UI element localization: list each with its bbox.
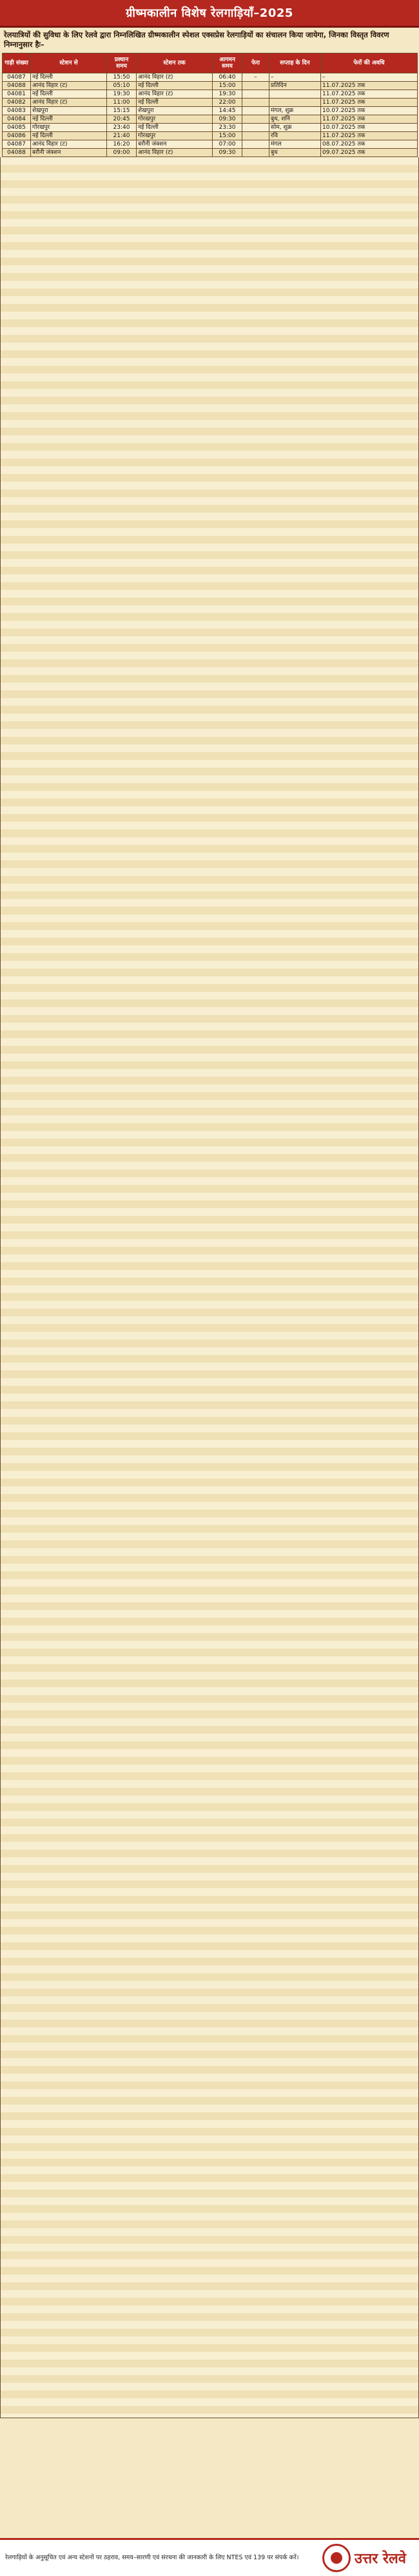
table-cell: बुध [269, 149, 321, 157]
table-cell [242, 140, 269, 149]
table-cell: आनंद विहार (ट) [137, 149, 213, 157]
table-cell: 09:30 [213, 115, 242, 124]
table-row [3, 140, 418, 149]
table-cell: गोरखपुर [31, 124, 107, 132]
table-cell: 09.07.2025 तक [321, 149, 418, 157]
table-cell: बुध, शनि [269, 115, 321, 124]
col-to: स्टेशन तक [137, 53, 213, 73]
table-cell: – [242, 73, 269, 82]
table-cell: नई दिल्ली [31, 90, 107, 99]
table-cell [242, 149, 269, 157]
table-cell: 04087 [3, 73, 31, 82]
table-cell: 15:00 [213, 132, 242, 140]
table-cell: 09:30 [213, 149, 242, 157]
table-cell: 21:40 [107, 132, 137, 140]
table-cell: 11.07.2025 तक [321, 82, 418, 90]
table-cell [242, 82, 269, 90]
table-cell: आनंद विहार (ट) [137, 90, 213, 99]
table-cell: प्रतिदिन [269, 82, 321, 90]
table-row [3, 82, 418, 90]
railway-logo-icon [322, 2544, 351, 2572]
table-cell [269, 90, 321, 99]
table-row [3, 73, 418, 82]
table-cell: आनंद विहार (ट) [137, 73, 213, 82]
col-arr: आगमन समय [213, 53, 242, 73]
table-body [3, 73, 418, 157]
table-cell: 16:20 [107, 140, 137, 149]
table-cell: 11.07.2025 तक [321, 132, 418, 140]
table-cell: 04084 [3, 115, 31, 124]
table-cell: रवि [269, 132, 321, 140]
table-cell: बरौनी जंक्शन [31, 149, 107, 157]
table-cell: गोरखपुर [137, 132, 213, 140]
table-cell: 05:10 [107, 82, 137, 90]
table-cell: 04081 [3, 90, 31, 99]
table-cell [269, 99, 321, 107]
table-cell: 23:40 [107, 124, 137, 132]
table-cell: 11.07.2025 तक [321, 90, 418, 99]
table-cell: 04083 [3, 107, 31, 115]
col-days: सप्ताह के दिन [269, 53, 321, 73]
table-cell: 11:00 [107, 99, 137, 107]
table-cell: आनंद विहार (ट) [31, 99, 107, 107]
table-cell: 22:00 [213, 99, 242, 107]
table-cell: – [321, 73, 418, 82]
table-cell: 04082 [3, 99, 31, 107]
page-title: ग्रीष्मकालीन विशेष रेलगाड़ियाँ–2025 [0, 0, 419, 28]
table-cell: – [269, 73, 321, 82]
table-cell [242, 132, 269, 140]
table-cell: 15:00 [213, 82, 242, 90]
table-cell: 04085 [3, 124, 31, 132]
table-cell: सोम, शुक्र [269, 124, 321, 132]
table-cell [242, 90, 269, 99]
table-row [3, 149, 418, 157]
table-row [3, 90, 418, 99]
footer [0, 2538, 419, 2576]
table-cell: 04088 [3, 149, 31, 157]
table-continuation [0, 157, 419, 2418]
col-from: स्टेशन से [31, 53, 107, 73]
table-cell: नई दिल्ली [137, 82, 213, 90]
table-cell: नई दिल्ली [31, 132, 107, 140]
table-cell: 23:30 [213, 124, 242, 132]
brand-name: उत्तर रेलवे [354, 2551, 407, 2567]
table-row [3, 124, 418, 132]
col-period: फेरों की अवधि [321, 53, 418, 73]
table-cell: 19:30 [213, 90, 242, 99]
table-cell: गोरखपुर [137, 115, 213, 124]
table-cell: 06:40 [213, 73, 242, 82]
table-cell: आनंद विहार (ट) [31, 82, 107, 90]
table-cell: 20:45 [107, 115, 137, 124]
table-cell [242, 107, 269, 115]
table-cell: नई दिल्ली [31, 115, 107, 124]
table-row [3, 107, 418, 115]
table-cell: 09:00 [107, 149, 137, 157]
brand [309, 2544, 419, 2572]
table-cell [242, 124, 269, 132]
table-cell: 04087 [3, 140, 31, 149]
table-cell: 10.07.2025 तक [321, 124, 418, 132]
table-cell: मंगल [269, 140, 321, 149]
table-row [3, 132, 418, 140]
table-row [3, 115, 418, 124]
table-cell: 15:15 [107, 107, 137, 115]
table-cell: बरौनी जंक्शन [137, 140, 213, 149]
table-cell: 11.07.2025 तक [321, 115, 418, 124]
table-cell: नई दिल्ली [137, 99, 213, 107]
col-dep: प्रस्थान समय [107, 53, 137, 73]
table-cell [242, 99, 269, 107]
table-cell: 04088 [3, 82, 31, 90]
footer-note: रेलगाड़ियों के अनुसूचित एवं अन्य स्टेशनों पर ठहराव, समय–सारणी एवं संरचना की जानकारी के लिए NTES एवं 139 पर संपर्क करें। [5, 2554, 299, 2561]
table-cell: शेखपुरा [31, 107, 107, 115]
table-cell: 07:00 [213, 140, 242, 149]
table-cell: 15:50 [107, 73, 137, 82]
table-cell: 19:30 [107, 90, 137, 99]
table-row [3, 99, 418, 107]
table-cell: 08.07.2025 तक [321, 140, 418, 149]
table-cell [242, 115, 269, 124]
intro-text: रेलयात्रियों की सुविधा के लिए रेलवे द्वारा निम्नलिखित ग्रीष्मकालीन स्पेशल एक्सप्रेस रेलगाड़ियों का संचालन किया जायेगा, जिनका विस्तृत विवरण निम्नानुसार हैः– [4, 30, 389, 49]
col-trips: फेरा [242, 53, 269, 73]
table-cell: 10.07.2025 तक [321, 107, 418, 115]
table-cell: शेखपुरा [137, 107, 213, 115]
table-cell: 14:45 [213, 107, 242, 115]
table-cell: 11.07.2025 तक [321, 99, 418, 107]
table-cell: नई दिल्ली [31, 73, 107, 82]
col-train-no: गाड़ी संख्या [3, 53, 31, 73]
train-schedule-table [2, 53, 418, 157]
table-cell: मंगल, शुक्र [269, 107, 321, 115]
table-cell: 04086 [3, 132, 31, 140]
table-cell: नई दिल्ली [137, 124, 213, 132]
table-cell: आनंद विहार (ट) [31, 140, 107, 149]
